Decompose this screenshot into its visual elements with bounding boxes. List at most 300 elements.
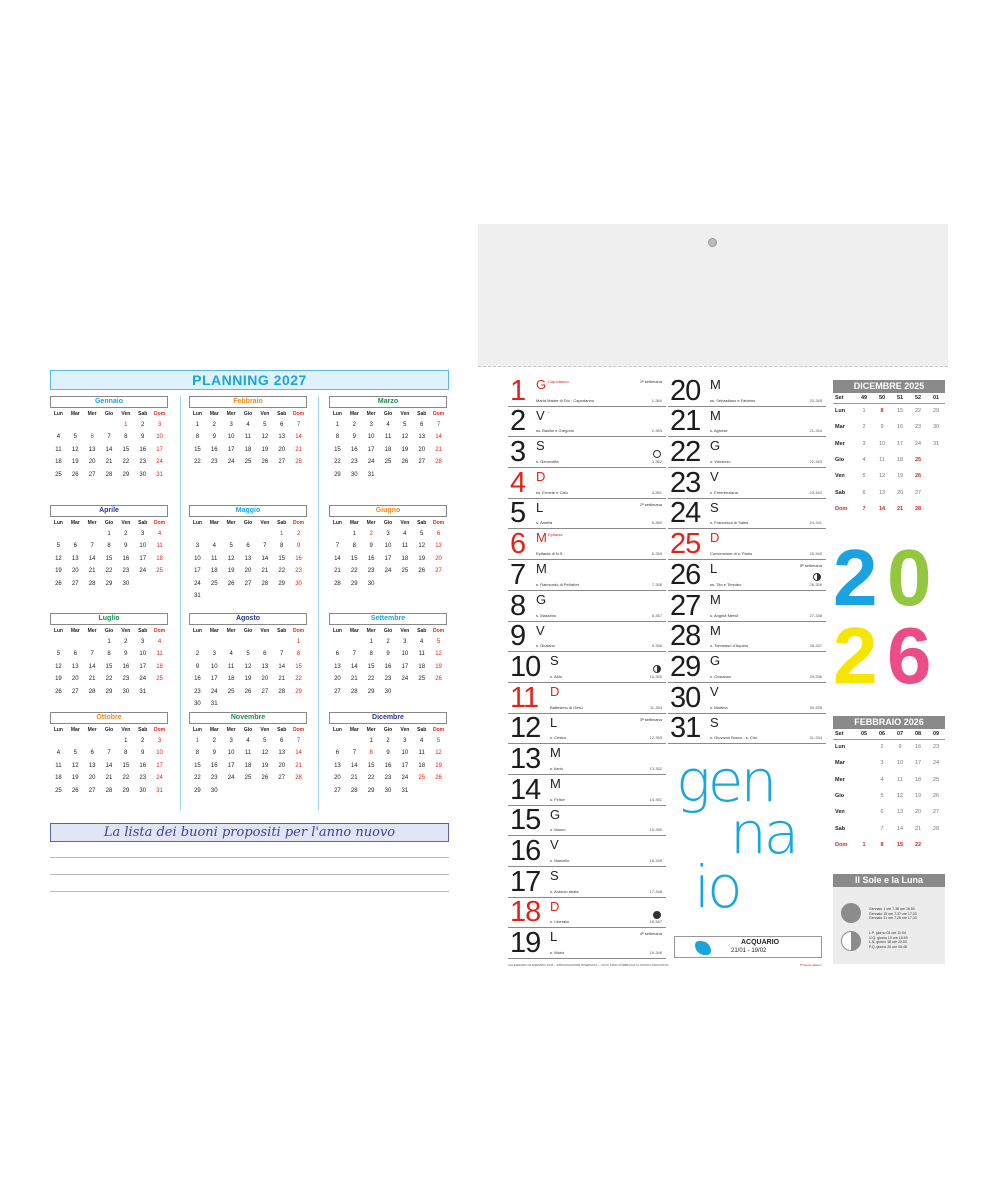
day-cell[interactable]: 6 bbox=[263, 651, 267, 658]
day-cell[interactable]: 25 bbox=[401, 568, 409, 575]
day-cell[interactable]: 27 bbox=[278, 775, 286, 782]
day-cell[interactable]: 4 bbox=[212, 543, 216, 550]
day-cell[interactable]: 27 bbox=[418, 459, 426, 466]
day-cell[interactable]: 15 bbox=[122, 446, 130, 453]
day-cell[interactable]: 20 bbox=[71, 676, 79, 683]
day-cell[interactable]: 1 bbox=[107, 639, 111, 645]
day-cell[interactable]: 10 bbox=[156, 434, 163, 441]
day-cell[interactable]: 13 bbox=[278, 750, 286, 757]
day-cell[interactable]: 1 bbox=[124, 738, 128, 744]
day-cell[interactable]: 22 bbox=[122, 459, 130, 466]
day-cell[interactable]: 27 bbox=[435, 568, 442, 575]
day-cell[interactable]: 2 bbox=[141, 422, 145, 428]
day-cell[interactable]: 28 bbox=[350, 688, 358, 695]
day-cell[interactable]: 19 bbox=[71, 775, 79, 782]
day-cell[interactable]: 29 bbox=[122, 471, 130, 478]
day-cell[interactable]: 17 bbox=[139, 663, 147, 670]
day-cell[interactable]: 14 bbox=[334, 555, 341, 562]
day-cell[interactable]: 6 bbox=[90, 750, 94, 757]
day-row[interactable] bbox=[508, 928, 666, 959]
day-cell[interactable]: 30 bbox=[932, 424, 940, 431]
day-cell[interactable]: 17 bbox=[156, 446, 163, 453]
day-cell[interactable]: 26 bbox=[55, 688, 62, 695]
day-cell[interactable]: 9 bbox=[212, 434, 216, 441]
day-cell[interactable]: 8 bbox=[369, 651, 373, 658]
day-cell[interactable]: 24 bbox=[227, 775, 235, 782]
day-cell[interactable]: 12 bbox=[435, 651, 442, 658]
day-cell[interactable]: 1 bbox=[296, 639, 301, 645]
day-cell[interactable]: 23 bbox=[139, 775, 147, 782]
day-cell[interactable]: 5 bbox=[420, 531, 424, 537]
day-cell[interactable]: 7 bbox=[335, 543, 340, 550]
day-cell[interactable]: 26 bbox=[244, 688, 252, 695]
day-cell[interactable]: 3 bbox=[195, 543, 200, 550]
day-cell[interactable]: 30 bbox=[122, 580, 130, 587]
day-cell[interactable]: 13 bbox=[878, 489, 886, 496]
day-row[interactable] bbox=[508, 529, 666, 560]
day-cell[interactable]: 12 bbox=[71, 446, 79, 453]
day-cell[interactable]: 28 bbox=[88, 688, 96, 695]
day-cell[interactable]: 12 bbox=[435, 750, 442, 757]
day-cell[interactable]: 11 bbox=[228, 663, 235, 670]
day-cell[interactable]: 22 bbox=[122, 775, 130, 782]
day-cell[interactable]: 30 bbox=[350, 471, 358, 478]
day-cell[interactable]: 25 bbox=[418, 775, 426, 782]
day-cell[interactable]: 23 bbox=[384, 775, 392, 782]
day-cell[interactable]: 5 bbox=[229, 543, 233, 550]
day-cell[interactable]: 25 bbox=[156, 568, 163, 575]
day-cell[interactable]: 30 bbox=[384, 787, 392, 794]
day-cell[interactable]: 4 bbox=[56, 434, 61, 441]
day-cell[interactable]: 30 bbox=[384, 688, 392, 695]
day-cell[interactable]: 15 bbox=[367, 663, 375, 670]
day-cell[interactable]: 30 bbox=[295, 580, 302, 587]
day-cell[interactable]: 25 bbox=[914, 457, 922, 464]
day-cell[interactable]: 4 bbox=[157, 531, 162, 537]
day-cell[interactable]: 23 bbox=[139, 459, 147, 466]
day-cell[interactable]: 24 bbox=[401, 676, 409, 683]
day-cell[interactable]: 13 bbox=[418, 434, 426, 441]
day-row[interactable] bbox=[668, 683, 826, 714]
day-cell[interactable]: 31 bbox=[194, 592, 201, 599]
day-cell[interactable]: 18 bbox=[384, 446, 392, 453]
day-row[interactable] bbox=[668, 652, 826, 683]
day-cell[interactable]: 23 bbox=[367, 568, 375, 575]
day-cell[interactable]: 14 bbox=[261, 555, 269, 562]
day-cell[interactable]: 3 bbox=[157, 738, 162, 744]
day-cell[interactable]: 3 bbox=[212, 651, 216, 658]
day-cell[interactable]: 4 bbox=[386, 422, 390, 428]
day-cell[interactable]: 12 bbox=[418, 543, 426, 550]
day-cell[interactable]: 14 bbox=[435, 434, 442, 441]
day-cell[interactable]: 23 bbox=[932, 744, 940, 751]
day-cell[interactable]: 27 bbox=[261, 688, 269, 695]
day-cell[interactable]: 28 bbox=[914, 505, 922, 512]
day-cell[interactable]: 25 bbox=[210, 580, 218, 587]
day-cell[interactable]: 20 bbox=[896, 489, 904, 496]
day-cell[interactable]: 28 bbox=[88, 580, 96, 587]
day-cell[interactable]: 22 bbox=[914, 841, 922, 848]
day-cell[interactable]: 10 bbox=[210, 663, 218, 670]
day-cell[interactable]: 27 bbox=[71, 580, 79, 587]
day-cell[interactable]: 25 bbox=[156, 676, 163, 683]
day-cell[interactable]: 27 bbox=[278, 459, 286, 466]
day-cell[interactable]: 28 bbox=[435, 459, 442, 466]
day-row[interactable] bbox=[508, 652, 666, 683]
day-row[interactable] bbox=[508, 376, 666, 407]
day-cell[interactable] bbox=[855, 804, 873, 820]
day-cell[interactable] bbox=[855, 788, 873, 804]
day-cell[interactable]: 11 bbox=[156, 543, 163, 550]
day-cell[interactable]: 16 bbox=[367, 555, 375, 562]
day-cell[interactable]: 23 bbox=[122, 676, 130, 683]
day-cell[interactable]: 20 bbox=[88, 459, 96, 466]
day-cell[interactable]: 16 bbox=[896, 424, 904, 431]
day-cell[interactable]: 1 bbox=[124, 422, 128, 428]
day-cell[interactable] bbox=[927, 484, 945, 500]
day-cell[interactable]: 15 bbox=[194, 762, 201, 769]
day-cell[interactable]: 7 bbox=[436, 422, 441, 428]
day-cell[interactable]: 9 bbox=[369, 543, 373, 550]
day-cell[interactable]: 29 bbox=[105, 580, 113, 587]
day-cell[interactable]: 19 bbox=[55, 676, 62, 683]
day-cell[interactable]: 8 bbox=[124, 750, 128, 757]
day-cell[interactable]: 3 bbox=[403, 738, 407, 744]
day-row[interactable] bbox=[508, 867, 666, 898]
day-cell[interactable]: 16 bbox=[210, 762, 218, 769]
day-cell[interactable]: 16 bbox=[210, 446, 218, 453]
day-cell[interactable]: 18 bbox=[210, 568, 218, 575]
day-cell[interactable]: 8 bbox=[195, 434, 200, 441]
day-cell[interactable]: 14 bbox=[350, 663, 358, 670]
day-cell[interactable]: 18 bbox=[418, 762, 426, 769]
day-cell[interactable]: 30 bbox=[367, 580, 375, 587]
day-cell[interactable]: 2 bbox=[386, 738, 390, 744]
day-cell[interactable]: 14 bbox=[105, 762, 113, 769]
day-cell[interactable]: 6 bbox=[280, 738, 284, 744]
day-cell[interactable]: 9 bbox=[296, 543, 301, 550]
day-cell[interactable]: 22 bbox=[367, 676, 375, 683]
day-cell[interactable]: 3 bbox=[229, 738, 233, 744]
day-cell[interactable]: 1 bbox=[280, 531, 284, 537]
day-row[interactable] bbox=[508, 622, 666, 653]
day-cell[interactable]: 18 bbox=[55, 459, 62, 466]
day-cell[interactable]: 18 bbox=[156, 663, 163, 670]
day-cell[interactable]: 5 bbox=[56, 543, 61, 550]
day-cell[interactable]: 18 bbox=[244, 762, 252, 769]
day-cell[interactable]: 25 bbox=[418, 676, 426, 683]
day-cell[interactable]: 24 bbox=[210, 688, 218, 695]
day-row[interactable] bbox=[508, 775, 666, 806]
day-cell[interactable]: 24 bbox=[139, 568, 147, 575]
day-cell[interactable]: 20 bbox=[435, 555, 442, 562]
day-cell[interactable]: 11 bbox=[211, 555, 218, 562]
day-cell[interactable]: 5 bbox=[436, 738, 441, 744]
day-cell[interactable]: 28 bbox=[295, 775, 302, 782]
day-cell[interactable]: 17 bbox=[914, 760, 922, 767]
day-cell[interactable]: 26 bbox=[55, 580, 62, 587]
day-cell[interactable]: 17 bbox=[896, 440, 904, 447]
day-cell[interactable]: 13 bbox=[88, 762, 96, 769]
day-cell[interactable]: 18 bbox=[896, 457, 904, 464]
day-cell[interactable]: 19 bbox=[55, 568, 62, 575]
day-cell[interactable]: 30 bbox=[139, 787, 147, 794]
day-cell[interactable]: 4 bbox=[420, 639, 424, 645]
day-cell[interactable]: 17 bbox=[367, 446, 375, 453]
day-cell[interactable]: 21 bbox=[261, 568, 269, 575]
day-cell[interactable]: 22 bbox=[295, 676, 302, 683]
day-row[interactable] bbox=[668, 499, 826, 530]
day-cell[interactable]: 26 bbox=[435, 775, 442, 782]
day-cell[interactable]: 17 bbox=[384, 555, 392, 562]
day-cell[interactable]: 3 bbox=[369, 422, 373, 428]
day-cell[interactable]: 11 bbox=[418, 651, 425, 658]
day-cell[interactable]: 10 bbox=[139, 543, 147, 550]
day-cell[interactable]: 19 bbox=[227, 568, 235, 575]
day-row[interactable] bbox=[668, 407, 826, 438]
day-cell[interactable]: 2 bbox=[212, 422, 216, 428]
day-cell[interactable]: 29 bbox=[105, 688, 113, 695]
day-row[interactable] bbox=[668, 622, 826, 653]
day-cell[interactable]: 30 bbox=[122, 688, 130, 695]
day-cell[interactable]: 18 bbox=[418, 663, 426, 670]
day-cell[interactable]: 31 bbox=[139, 688, 147, 695]
day-cell[interactable]: 16 bbox=[295, 555, 302, 562]
day-cell[interactable]: 27 bbox=[932, 809, 940, 816]
day-cell[interactable]: 21 bbox=[914, 825, 922, 832]
day-cell[interactable]: 20 bbox=[244, 568, 252, 575]
day-cell[interactable]: 4 bbox=[403, 531, 407, 537]
day-cell[interactable]: 23 bbox=[194, 688, 201, 695]
day-cell[interactable] bbox=[855, 772, 873, 788]
day-cell[interactable]: 19 bbox=[261, 446, 269, 453]
day-cell[interactable]: 7 bbox=[107, 434, 111, 441]
day-cell[interactable]: 2 bbox=[880, 744, 884, 751]
day-cell[interactable]: 25 bbox=[55, 471, 62, 478]
day-cell[interactable]: 9 bbox=[212, 750, 216, 757]
day-cell[interactable]: 12 bbox=[261, 434, 269, 441]
resolution-line[interactable] bbox=[50, 891, 449, 892]
day-cell[interactable]: 29 bbox=[367, 688, 375, 695]
day-cell[interactable]: 26 bbox=[227, 580, 235, 587]
day-cell[interactable]: 9 bbox=[141, 434, 145, 441]
day-cell[interactable]: 27 bbox=[71, 688, 79, 695]
day-row[interactable] bbox=[508, 836, 666, 867]
day-cell[interactable]: 31 bbox=[156, 787, 163, 794]
day-cell[interactable]: 4 bbox=[246, 422, 250, 428]
day-cell[interactable]: 21 bbox=[435, 446, 442, 453]
day-cell[interactable]: 5 bbox=[246, 651, 250, 658]
day-cell[interactable]: 14 bbox=[350, 762, 358, 769]
day-cell[interactable]: 15 bbox=[367, 762, 375, 769]
day-cell[interactable]: 10 bbox=[156, 750, 163, 757]
day-cell[interactable]: 18 bbox=[55, 775, 62, 782]
day-cell[interactable]: 7 bbox=[352, 651, 356, 658]
day-cell[interactable]: 8 bbox=[880, 408, 884, 415]
day-cell[interactable]: 15 bbox=[896, 841, 904, 848]
day-cell[interactable]: 7 bbox=[880, 825, 884, 832]
day-cell[interactable]: 30 bbox=[194, 700, 201, 707]
day-cell[interactable] bbox=[927, 452, 945, 468]
day-cell[interactable]: 18 bbox=[914, 776, 922, 783]
day-cell[interactable]: 13 bbox=[334, 663, 341, 670]
day-cell[interactable]: 1 bbox=[195, 738, 200, 744]
day-cell[interactable]: 21 bbox=[896, 505, 904, 512]
day-cell[interactable]: 26 bbox=[435, 676, 442, 683]
day-cell[interactable]: 27 bbox=[334, 688, 341, 695]
day-cell[interactable]: 22 bbox=[194, 775, 201, 782]
day-cell[interactable]: 16 bbox=[122, 555, 130, 562]
day-cell[interactable]: 29 bbox=[295, 688, 302, 695]
day-cell[interactable]: 18 bbox=[401, 555, 409, 562]
day-row[interactable] bbox=[668, 529, 826, 560]
day-cell[interactable]: 7 bbox=[296, 738, 301, 744]
day-cell[interactable]: 15 bbox=[896, 408, 904, 415]
day-cell[interactable]: 5 bbox=[263, 738, 267, 744]
day-cell[interactable]: 22 bbox=[105, 568, 113, 575]
day-cell[interactable]: 1 bbox=[352, 531, 356, 537]
day-cell[interactable]: 13 bbox=[261, 663, 269, 670]
day-row[interactable] bbox=[508, 744, 666, 775]
day-cell[interactable]: 14 bbox=[295, 434, 302, 441]
day-cell[interactable]: 2 bbox=[212, 738, 216, 744]
day-cell[interactable]: 23 bbox=[914, 424, 922, 431]
day-cell[interactable]: 5 bbox=[56, 651, 61, 658]
day-cell[interactable]: 26 bbox=[932, 793, 940, 800]
day-cell[interactable]: 25 bbox=[55, 787, 62, 794]
day-cell[interactable]: 2 bbox=[386, 639, 390, 645]
day-cell[interactable]: 8 bbox=[124, 434, 128, 441]
day-cell[interactable]: 10 bbox=[896, 760, 904, 767]
day-row[interactable] bbox=[508, 560, 666, 591]
day-cell[interactable] bbox=[855, 739, 873, 755]
day-cell[interactable]: 17 bbox=[227, 446, 235, 453]
day-cell[interactable]: 20 bbox=[334, 775, 341, 782]
day-cell[interactable]: 14 bbox=[878, 505, 886, 512]
day-cell[interactable]: 30 bbox=[210, 787, 218, 794]
day-cell[interactable]: 28 bbox=[295, 459, 302, 466]
day-cell[interactable]: 14 bbox=[896, 825, 904, 832]
day-cell[interactable]: 6 bbox=[73, 651, 77, 658]
day-cell[interactable]: 19 bbox=[914, 793, 922, 800]
day-cell[interactable]: 24 bbox=[932, 760, 940, 767]
day-cell[interactable]: 11 bbox=[244, 434, 252, 441]
day-cell[interactable]: 15 bbox=[122, 762, 130, 769]
day-cell[interactable]: 1 bbox=[862, 408, 866, 415]
day-cell[interactable]: 21 bbox=[295, 446, 302, 453]
day-cell[interactable]: 31 bbox=[210, 700, 218, 707]
day-cell[interactable]: 2 bbox=[141, 738, 145, 744]
day-cell[interactable]: 29 bbox=[334, 471, 341, 478]
day-cell[interactable]: 4 bbox=[229, 651, 233, 658]
day-cell[interactable]: 17 bbox=[401, 762, 409, 769]
day-cell[interactable]: 7 bbox=[862, 505, 866, 512]
day-cell[interactable]: 6 bbox=[280, 422, 284, 428]
day-cell[interactable]: 2 bbox=[862, 424, 866, 431]
day-cell[interactable]: 19 bbox=[244, 676, 252, 683]
day-cell[interactable]: 18 bbox=[156, 555, 163, 562]
day-cell[interactable]: 8 bbox=[369, 750, 373, 757]
day-cell[interactable]: 3 bbox=[880, 760, 884, 767]
day-cell[interactable]: 24 bbox=[367, 459, 375, 466]
day-cell[interactable]: 14 bbox=[105, 446, 113, 453]
day-cell[interactable]: 5 bbox=[73, 434, 77, 441]
day-cell[interactable]: 2 bbox=[369, 531, 373, 537]
day-row[interactable] bbox=[508, 468, 666, 499]
day-cell[interactable]: 28 bbox=[334, 580, 341, 587]
day-cell[interactable]: 7 bbox=[352, 750, 356, 757]
day-cell[interactable]: 6 bbox=[880, 809, 884, 816]
day-cell[interactable]: 12 bbox=[878, 473, 886, 480]
day-cell[interactable]: 6 bbox=[862, 489, 866, 496]
day-cell[interactable]: 11 bbox=[156, 651, 163, 658]
day-cell[interactable]: 26 bbox=[71, 787, 79, 794]
day-cell[interactable]: 27 bbox=[334, 787, 341, 794]
day-cell[interactable]: 2 bbox=[352, 422, 356, 428]
day-row[interactable] bbox=[508, 437, 666, 468]
day-cell[interactable]: 15 bbox=[334, 446, 341, 453]
day-cell[interactable]: 28 bbox=[261, 580, 269, 587]
day-cell[interactable]: 9 bbox=[141, 750, 145, 757]
day-cell[interactable]: 13 bbox=[244, 555, 252, 562]
day-cell[interactable]: 9 bbox=[386, 651, 390, 658]
resolution-line[interactable] bbox=[50, 874, 449, 875]
day-cell[interactable]: 8 bbox=[296, 651, 301, 658]
day-cell[interactable]: 1 bbox=[107, 531, 111, 537]
day-cell[interactable]: 4 bbox=[420, 738, 424, 744]
day-cell[interactable]: 10 bbox=[194, 555, 201, 562]
day-cell[interactable]: 10 bbox=[367, 434, 375, 441]
day-cell[interactable]: 11 bbox=[897, 776, 903, 783]
day-cell[interactable]: 22 bbox=[334, 459, 341, 466]
day-cell[interactable]: 3 bbox=[229, 422, 233, 428]
day-cell[interactable]: 8 bbox=[195, 750, 200, 757]
day-cell[interactable]: 15 bbox=[278, 555, 286, 562]
day-cell[interactable]: 8 bbox=[107, 543, 111, 550]
day-cell[interactable]: 29 bbox=[932, 408, 940, 415]
day-cell[interactable]: 13 bbox=[896, 809, 904, 816]
day-cell[interactable]: 25 bbox=[244, 775, 252, 782]
day-cell[interactable]: 5 bbox=[862, 473, 866, 480]
day-cell[interactable]: 20 bbox=[71, 568, 79, 575]
day-cell[interactable]: 20 bbox=[418, 446, 426, 453]
day-cell[interactable]: 11 bbox=[401, 543, 408, 550]
day-cell[interactable]: 15 bbox=[350, 555, 358, 562]
day-cell[interactable]: 12 bbox=[896, 793, 904, 800]
day-cell[interactable]: 21 bbox=[105, 775, 113, 782]
day-cell[interactable]: 16 bbox=[384, 762, 392, 769]
day-cell[interactable]: 3 bbox=[157, 422, 162, 428]
day-cell[interactable]: 5 bbox=[880, 793, 884, 800]
day-cell[interactable]: 30 bbox=[139, 471, 147, 478]
day-cell[interactable]: 14 bbox=[88, 663, 96, 670]
day-cell[interactable]: 9 bbox=[898, 744, 902, 751]
day-cell[interactable]: 31 bbox=[156, 471, 163, 478]
day-cell[interactable]: 23 bbox=[210, 775, 218, 782]
day-cell[interactable]: 10 bbox=[401, 750, 409, 757]
day-cell[interactable]: 9 bbox=[386, 750, 390, 757]
day-cell[interactable]: 10 bbox=[227, 434, 235, 441]
day-cell[interactable]: 12 bbox=[401, 434, 409, 441]
day-cell[interactable]: 19 bbox=[71, 459, 79, 466]
day-cell[interactable]: 24 bbox=[156, 459, 163, 466]
day-cell[interactable]: 23 bbox=[210, 459, 218, 466]
day-cell[interactable]: 2 bbox=[296, 531, 301, 537]
day-cell[interactable]: 6 bbox=[335, 651, 340, 658]
day-cell[interactable]: 28 bbox=[105, 787, 113, 794]
day-cell[interactable]: 11 bbox=[55, 762, 62, 769]
day-cell[interactable]: 21 bbox=[295, 762, 302, 769]
